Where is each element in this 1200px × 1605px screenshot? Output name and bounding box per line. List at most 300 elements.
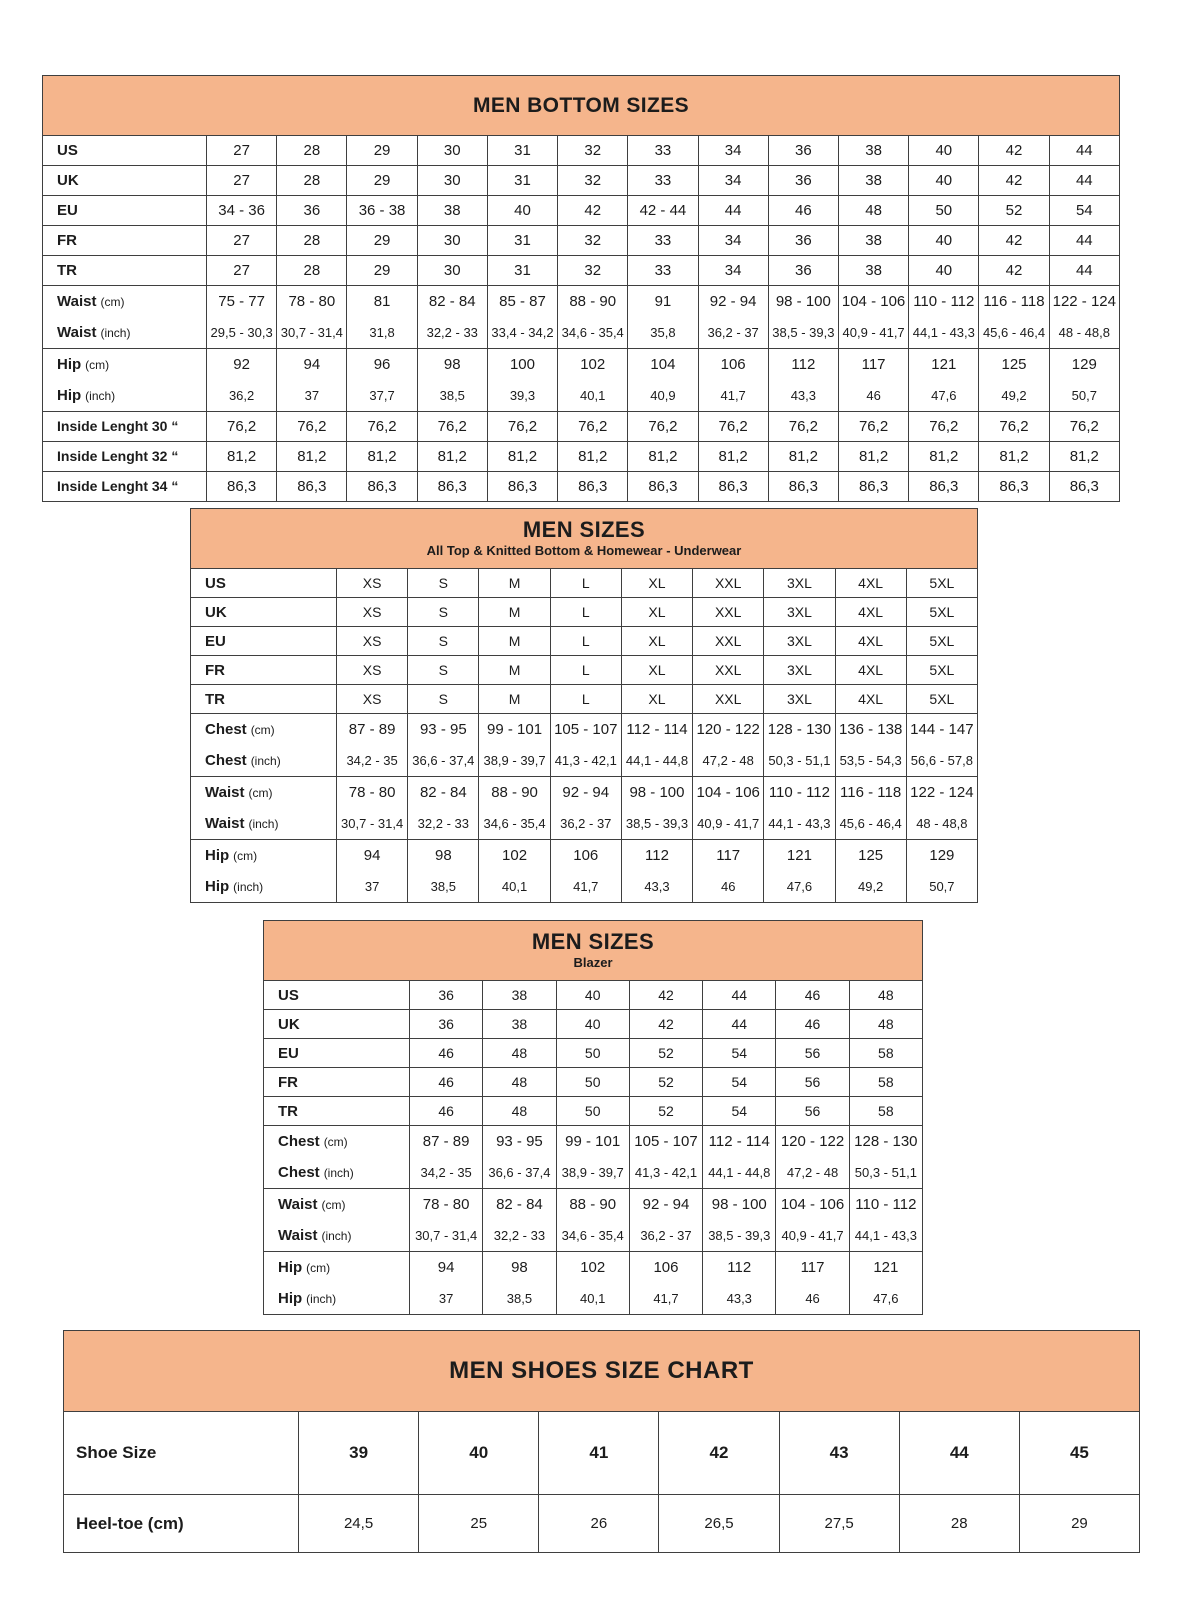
value-cell: 34,2 - 35 bbox=[410, 1157, 483, 1189]
row-unit-text: (inch) bbox=[323, 1166, 354, 1180]
value-cell: 87 - 89 bbox=[337, 714, 408, 746]
value-cell: 81,2 bbox=[909, 442, 979, 472]
value-cell: 35,8 bbox=[628, 317, 698, 349]
table-title: MEN BOTTOM SIZES bbox=[472, 93, 690, 117]
value-cell: 81,2 bbox=[347, 442, 417, 472]
value-cell: 76,2 bbox=[487, 412, 557, 442]
value-cell: 30 bbox=[417, 166, 487, 196]
value-cell: 29 bbox=[347, 226, 417, 256]
value-cell: 29 bbox=[347, 166, 417, 196]
value-cell: 76,2 bbox=[768, 412, 838, 442]
value-cell: 44 bbox=[1049, 166, 1119, 196]
table-row bbox=[264, 1126, 923, 1158]
value-cell: 52 bbox=[979, 196, 1049, 226]
value-cell: 129 bbox=[1049, 349, 1119, 381]
value-cell: 122 - 124 bbox=[1049, 286, 1119, 318]
value-cell: 49,2 bbox=[835, 871, 906, 903]
table-title-band bbox=[64, 1331, 1140, 1412]
value-cell: 47,6 bbox=[909, 380, 979, 412]
row-label-text: Waist bbox=[57, 293, 97, 310]
value-cell: 96 bbox=[347, 349, 417, 381]
value-cell: 31,8 bbox=[347, 317, 417, 349]
value-cell: 28 bbox=[277, 166, 347, 196]
value-cell: 42 bbox=[979, 226, 1049, 256]
row-label bbox=[43, 472, 207, 502]
value-cell: 26 bbox=[539, 1495, 659, 1553]
row-label bbox=[264, 1252, 410, 1284]
value-cell: 76,2 bbox=[909, 412, 979, 442]
value-cell: XS bbox=[337, 569, 408, 598]
value-cell: 52 bbox=[629, 1068, 702, 1097]
row-label-text: Inside Lenght 30 “ bbox=[57, 418, 179, 434]
row-label-text: UK bbox=[278, 1015, 300, 1033]
value-cell: 5XL bbox=[906, 569, 977, 598]
value-cell: 32 bbox=[558, 136, 628, 166]
value-cell: 40,9 - 41,7 bbox=[693, 808, 764, 840]
value-cell: 31 bbox=[487, 256, 557, 286]
row-label-text: Hip bbox=[278, 1290, 303, 1307]
row-unit-text: (cm) bbox=[250, 723, 275, 737]
value-cell: 54 bbox=[1049, 196, 1119, 226]
value-cell: 37 bbox=[337, 871, 408, 903]
value-cell: 86,3 bbox=[768, 472, 838, 502]
table-row bbox=[43, 196, 1120, 226]
value-cell: 27 bbox=[207, 256, 277, 286]
value-cell: 47,2 - 48 bbox=[693, 745, 764, 777]
value-cell: 48 bbox=[483, 1097, 556, 1126]
value-cell: 40,9 - 41,7 bbox=[776, 1220, 849, 1252]
men-bottom-sizes-grid bbox=[42, 75, 1120, 502]
row-unit-text: (inch) bbox=[306, 1292, 337, 1306]
table-subtitle: All Top & Knitted Bottom & Homewear - Underwear bbox=[426, 543, 742, 559]
value-cell: 36 - 38 bbox=[347, 196, 417, 226]
value-cell: 44 bbox=[1049, 226, 1119, 256]
value-cell: 78 - 80 bbox=[337, 777, 408, 809]
value-cell: XL bbox=[621, 569, 692, 598]
value-cell: 125 bbox=[979, 349, 1049, 381]
value-cell: 136 - 138 bbox=[835, 714, 906, 746]
value-cell: 86,3 bbox=[487, 472, 557, 502]
row-unit-text: (cm) bbox=[100, 295, 125, 309]
value-cell: 41 bbox=[539, 1412, 659, 1495]
value-cell: 92 - 94 bbox=[550, 777, 621, 809]
value-cell: 26,5 bbox=[659, 1495, 779, 1553]
row-label bbox=[264, 1097, 410, 1126]
row-label-text: Waist bbox=[278, 1227, 318, 1244]
value-cell: 31 bbox=[487, 166, 557, 196]
value-cell: 32 bbox=[558, 166, 628, 196]
value-cell: 28 bbox=[277, 256, 347, 286]
value-cell: 28 bbox=[899, 1495, 1019, 1553]
row-label bbox=[64, 1412, 299, 1495]
value-cell: 36 bbox=[768, 136, 838, 166]
value-cell: 81,2 bbox=[628, 442, 698, 472]
value-cell: 41,3 - 42,1 bbox=[550, 745, 621, 777]
value-cell: 54 bbox=[703, 1068, 776, 1097]
row-label-text: Chest bbox=[205, 752, 247, 769]
value-cell: 86,3 bbox=[1049, 472, 1119, 502]
value-cell: 27 bbox=[207, 226, 277, 256]
value-cell: XXL bbox=[693, 685, 764, 714]
value-cell: 48 bbox=[483, 1068, 556, 1097]
value-cell: L bbox=[550, 685, 621, 714]
value-cell: 76,2 bbox=[838, 412, 908, 442]
table-row bbox=[43, 256, 1120, 286]
value-cell: 42 bbox=[659, 1412, 779, 1495]
value-cell: 81,2 bbox=[417, 442, 487, 472]
value-cell: 38,5 - 39,3 bbox=[703, 1220, 776, 1252]
table-row bbox=[43, 412, 1120, 442]
row-label-text: Hip bbox=[205, 878, 230, 895]
value-cell: 76,2 bbox=[558, 412, 628, 442]
value-cell: 38 bbox=[417, 196, 487, 226]
table-row bbox=[191, 714, 978, 746]
value-cell: 82 - 84 bbox=[483, 1189, 556, 1221]
table-title: MEN SIZES bbox=[531, 929, 655, 955]
row-label bbox=[43, 286, 207, 318]
value-cell: 40,1 bbox=[558, 380, 628, 412]
men-shoes-size-chart-grid bbox=[63, 1330, 1140, 1553]
value-cell: 32,2 - 33 bbox=[417, 317, 487, 349]
table-row bbox=[43, 380, 1120, 412]
value-cell: 56 bbox=[776, 1039, 849, 1068]
value-cell: 86,3 bbox=[909, 472, 979, 502]
value-cell: 32,2 - 33 bbox=[408, 808, 479, 840]
value-cell: 34 bbox=[698, 136, 768, 166]
value-cell: 81 bbox=[347, 286, 417, 318]
row-label bbox=[264, 1039, 410, 1068]
value-cell: 47,6 bbox=[849, 1283, 922, 1315]
value-cell: 32 bbox=[558, 226, 628, 256]
table-row bbox=[191, 871, 978, 903]
value-cell: 56,6 - 57,8 bbox=[906, 745, 977, 777]
value-cell: 30 bbox=[417, 256, 487, 286]
value-cell: 52 bbox=[629, 1039, 702, 1068]
value-cell: 44 bbox=[1049, 136, 1119, 166]
value-cell: 38,5 bbox=[417, 380, 487, 412]
value-cell: 46 bbox=[776, 981, 849, 1010]
value-cell: 43,3 bbox=[621, 871, 692, 903]
value-cell: 105 - 107 bbox=[629, 1126, 702, 1158]
value-cell: 128 - 130 bbox=[849, 1126, 922, 1158]
value-cell: 121 bbox=[849, 1252, 922, 1284]
value-cell: 36,2 - 37 bbox=[550, 808, 621, 840]
table-row bbox=[43, 442, 1120, 472]
value-cell: 81,2 bbox=[207, 442, 277, 472]
value-cell: 36 bbox=[768, 166, 838, 196]
value-cell: 44 bbox=[1049, 256, 1119, 286]
row-unit-text: (inch) bbox=[321, 1229, 352, 1243]
value-cell: 99 - 101 bbox=[556, 1126, 629, 1158]
value-cell: 93 - 95 bbox=[483, 1126, 556, 1158]
value-cell: 78 - 80 bbox=[410, 1189, 483, 1221]
value-cell: 44,1 - 44,8 bbox=[703, 1157, 776, 1189]
value-cell: 81,2 bbox=[558, 442, 628, 472]
value-cell: 128 - 130 bbox=[764, 714, 835, 746]
row-label bbox=[43, 349, 207, 381]
value-cell: 4XL bbox=[835, 627, 906, 656]
value-cell: L bbox=[550, 627, 621, 656]
value-cell: 98 - 100 bbox=[621, 777, 692, 809]
value-cell: XS bbox=[337, 598, 408, 627]
value-cell: 39,3 bbox=[487, 380, 557, 412]
value-cell: 92 - 94 bbox=[698, 286, 768, 318]
row-label-text: US bbox=[278, 986, 299, 1004]
value-cell: 86,3 bbox=[207, 472, 277, 502]
row-label bbox=[264, 1068, 410, 1097]
value-cell: 110 - 112 bbox=[764, 777, 835, 809]
value-cell: 42 bbox=[979, 256, 1049, 286]
row-unit-text: (cm) bbox=[85, 358, 110, 372]
value-cell: 120 - 122 bbox=[693, 714, 764, 746]
value-cell: 58 bbox=[849, 1068, 922, 1097]
table-title: MEN SIZES bbox=[522, 517, 646, 543]
value-cell: 46 bbox=[693, 871, 764, 903]
value-cell: 91 bbox=[628, 286, 698, 318]
table-row bbox=[191, 777, 978, 809]
row-label bbox=[191, 840, 337, 872]
value-cell: 56 bbox=[776, 1068, 849, 1097]
table-row bbox=[264, 1252, 923, 1284]
table-row bbox=[43, 226, 1120, 256]
table-row bbox=[43, 349, 1120, 381]
value-cell: XXL bbox=[693, 569, 764, 598]
table-row bbox=[43, 136, 1120, 166]
value-cell: 81,2 bbox=[768, 442, 838, 472]
table-row bbox=[264, 1010, 923, 1039]
value-cell: 28 bbox=[277, 226, 347, 256]
value-cell: 88 - 90 bbox=[479, 777, 550, 809]
table-row bbox=[43, 472, 1120, 502]
value-cell: 102 bbox=[479, 840, 550, 872]
value-cell: 38 bbox=[838, 226, 908, 256]
value-cell: 50,3 - 51,1 bbox=[849, 1157, 922, 1189]
table-row bbox=[191, 569, 978, 598]
value-cell: 110 - 112 bbox=[909, 286, 979, 318]
row-label bbox=[191, 714, 337, 746]
row-label-text: EU bbox=[278, 1044, 299, 1062]
table-title: MEN SHOES SIZE CHART bbox=[449, 1356, 754, 1384]
value-cell: 38,5 - 39,3 bbox=[768, 317, 838, 349]
value-cell: 44,1 - 43,3 bbox=[764, 808, 835, 840]
row-label bbox=[43, 256, 207, 286]
value-cell: 44 bbox=[698, 196, 768, 226]
value-cell: 112 bbox=[621, 840, 692, 872]
value-cell: 34 bbox=[698, 256, 768, 286]
table-row bbox=[43, 286, 1120, 318]
value-cell: 41,3 - 42,1 bbox=[629, 1157, 702, 1189]
row-label bbox=[191, 627, 337, 656]
row-unit-text: (inch) bbox=[233, 880, 264, 894]
value-cell: 86,3 bbox=[979, 472, 1049, 502]
value-cell: 38,9 - 39,7 bbox=[556, 1157, 629, 1189]
table-row bbox=[264, 1039, 923, 1068]
value-cell: 116 - 118 bbox=[979, 286, 1049, 318]
value-cell: 76,2 bbox=[1049, 412, 1119, 442]
table-row bbox=[264, 1097, 923, 1126]
value-cell: 38 bbox=[838, 166, 908, 196]
men-sizes-blazer-grid bbox=[263, 920, 923, 1315]
value-cell: 3XL bbox=[764, 569, 835, 598]
table-row bbox=[43, 166, 1120, 196]
row-unit-text: (cm) bbox=[248, 786, 273, 800]
men-shoes-size-chart-table bbox=[63, 1330, 1140, 1553]
row-unit-text: (cm) bbox=[306, 1261, 331, 1275]
value-cell: M bbox=[479, 598, 550, 627]
value-cell: 105 - 107 bbox=[550, 714, 621, 746]
value-cell: 121 bbox=[764, 840, 835, 872]
value-cell: 50,7 bbox=[906, 871, 977, 903]
value-cell: 50 bbox=[556, 1097, 629, 1126]
value-cell: 100 bbox=[487, 349, 557, 381]
row-label-text: Waist bbox=[57, 324, 97, 341]
value-cell: XXL bbox=[693, 598, 764, 627]
value-cell: 81,2 bbox=[277, 442, 347, 472]
table-row bbox=[264, 1283, 923, 1315]
value-cell: 44,1 - 44,8 bbox=[621, 745, 692, 777]
value-cell: 88 - 90 bbox=[556, 1189, 629, 1221]
men-sizes-top-underwear-grid bbox=[190, 508, 978, 903]
value-cell: 37,7 bbox=[347, 380, 417, 412]
value-cell: 40 bbox=[556, 981, 629, 1010]
value-cell: 46 bbox=[410, 1039, 483, 1068]
value-cell: 32 bbox=[558, 256, 628, 286]
value-cell: 117 bbox=[693, 840, 764, 872]
value-cell: 29 bbox=[347, 136, 417, 166]
row-label-text: US bbox=[57, 142, 78, 159]
value-cell: 36 bbox=[277, 196, 347, 226]
value-cell: 3XL bbox=[764, 656, 835, 685]
row-label bbox=[43, 226, 207, 256]
value-cell: XL bbox=[621, 627, 692, 656]
value-cell: 75 - 77 bbox=[207, 286, 277, 318]
value-cell: 78 - 80 bbox=[277, 286, 347, 318]
value-cell: 86,3 bbox=[277, 472, 347, 502]
row-label bbox=[191, 656, 337, 685]
value-cell: 29,5 - 30,3 bbox=[207, 317, 277, 349]
value-cell: 88 - 90 bbox=[558, 286, 628, 318]
value-cell: 48 bbox=[483, 1039, 556, 1068]
value-cell: 47,2 - 48 bbox=[776, 1157, 849, 1189]
value-cell: 31 bbox=[487, 136, 557, 166]
row-label bbox=[191, 745, 337, 777]
row-label-text: US bbox=[205, 574, 226, 592]
value-cell: 50,3 - 51,1 bbox=[764, 745, 835, 777]
value-cell: 29 bbox=[1019, 1495, 1139, 1553]
row-label-text: Inside Lenght 32 “ bbox=[57, 448, 179, 464]
value-cell: 38 bbox=[483, 981, 556, 1010]
value-cell: 5XL bbox=[906, 656, 977, 685]
value-cell: XS bbox=[337, 656, 408, 685]
row-label bbox=[43, 317, 207, 349]
row-label bbox=[191, 598, 337, 627]
value-cell: 86,3 bbox=[628, 472, 698, 502]
row-label-text: Chest bbox=[278, 1133, 320, 1150]
value-cell: 33,4 - 34,2 bbox=[487, 317, 557, 349]
value-cell: S bbox=[408, 627, 479, 656]
value-cell: 37 bbox=[410, 1283, 483, 1315]
value-cell: 99 - 101 bbox=[479, 714, 550, 746]
table-row bbox=[43, 317, 1120, 349]
value-cell: 40 bbox=[909, 226, 979, 256]
value-cell: 112 - 114 bbox=[703, 1126, 776, 1158]
row-label-text: Inside Lenght 34 “ bbox=[57, 478, 179, 494]
value-cell: 47,6 bbox=[764, 871, 835, 903]
value-cell: 34,6 - 35,4 bbox=[556, 1220, 629, 1252]
value-cell: 144 - 147 bbox=[906, 714, 977, 746]
men-sizes-blazer-table bbox=[263, 920, 923, 1315]
value-cell: 30 bbox=[417, 136, 487, 166]
row-label bbox=[43, 442, 207, 472]
row-label bbox=[43, 166, 207, 196]
value-cell: 40 bbox=[419, 1412, 539, 1495]
value-cell: 45,6 - 46,4 bbox=[835, 808, 906, 840]
value-cell: 46 bbox=[838, 380, 908, 412]
row-label-text: EU bbox=[57, 202, 78, 219]
value-cell: 45,6 - 46,4 bbox=[979, 317, 1049, 349]
value-cell: 112 - 114 bbox=[621, 714, 692, 746]
row-label bbox=[43, 196, 207, 226]
value-cell: 40 bbox=[487, 196, 557, 226]
value-cell: 94 bbox=[277, 349, 347, 381]
value-cell: 42 bbox=[979, 136, 1049, 166]
value-cell: 44,1 - 43,3 bbox=[849, 1220, 922, 1252]
value-cell: 104 - 106 bbox=[693, 777, 764, 809]
value-cell: 36,6 - 37,4 bbox=[483, 1157, 556, 1189]
table-row bbox=[191, 745, 978, 777]
value-cell: 38,5 bbox=[483, 1283, 556, 1315]
value-cell: 32,2 - 33 bbox=[483, 1220, 556, 1252]
value-cell: 36,2 - 37 bbox=[629, 1220, 702, 1252]
value-cell: S bbox=[408, 656, 479, 685]
value-cell: 86,3 bbox=[558, 472, 628, 502]
table-row bbox=[264, 1220, 923, 1252]
value-cell: 45 bbox=[1019, 1412, 1139, 1495]
value-cell: 58 bbox=[849, 1097, 922, 1126]
row-label-text: FR bbox=[205, 661, 225, 679]
value-cell: 34 bbox=[698, 226, 768, 256]
value-cell: 30,7 - 31,4 bbox=[277, 317, 347, 349]
value-cell: 40 bbox=[909, 256, 979, 286]
value-cell: 104 - 106 bbox=[776, 1189, 849, 1221]
value-cell: 42 bbox=[558, 196, 628, 226]
table-subtitle: Blazer bbox=[573, 955, 613, 971]
row-label-text: Hip bbox=[278, 1259, 303, 1276]
value-cell: 44 bbox=[899, 1412, 1019, 1495]
value-cell: XL bbox=[621, 598, 692, 627]
table-row bbox=[264, 981, 923, 1010]
value-cell: 31 bbox=[487, 226, 557, 256]
row-label bbox=[43, 136, 207, 166]
value-cell: S bbox=[408, 685, 479, 714]
value-cell: 5XL bbox=[906, 627, 977, 656]
value-cell: 81,2 bbox=[838, 442, 908, 472]
value-cell: 4XL bbox=[835, 685, 906, 714]
value-cell: 76,2 bbox=[347, 412, 417, 442]
value-cell: 106 bbox=[550, 840, 621, 872]
value-cell: 36,2 bbox=[207, 380, 277, 412]
value-cell: 38 bbox=[838, 136, 908, 166]
value-cell: 76,2 bbox=[698, 412, 768, 442]
value-cell: 76,2 bbox=[417, 412, 487, 442]
value-cell: 33 bbox=[628, 166, 698, 196]
value-cell: 34,6 - 35,4 bbox=[479, 808, 550, 840]
row-label bbox=[191, 685, 337, 714]
row-label-text: Waist bbox=[205, 815, 245, 832]
value-cell: 40 bbox=[909, 166, 979, 196]
value-cell: 58 bbox=[849, 1039, 922, 1068]
value-cell: M bbox=[479, 656, 550, 685]
